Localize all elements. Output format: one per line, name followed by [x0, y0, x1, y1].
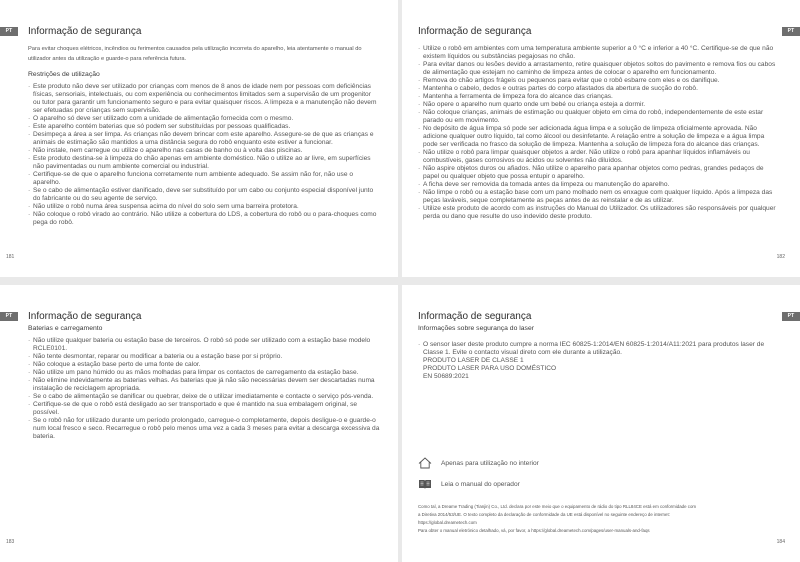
laser-compliance-text: · O sensor laser deste produto cumpre a norma IEC 60825-1:2014/EN 60825-1:2014/A11:2021 para produtos laser de Classe 1. Evite o contacto visual direto com ele durante a utilização. [418, 341, 778, 357]
page-184 [402, 285, 800, 562]
page-183 [0, 285, 398, 562]
page-title: Informação de segurança [28, 26, 142, 37]
section-heading: Restrições de utilização [28, 71, 100, 78]
section-heading: Informações sobre segurança do laser [418, 325, 534, 332]
list-item: · Não utilize qualquer bateria ou estação base de terceiros. O robô só pode ser utilizado com a estação base modelo RCLE0101. [28, 337, 380, 353]
list-item: · A ficha deve ser removida da tomada antes da limpeza ou manutenção do aparelho. [418, 181, 778, 189]
list-item: · Não opere o aparelho num quarto onde um bebé ou criança esteja a dormir. [418, 101, 778, 109]
list-item: · Utilize o robô em ambientes com uma temperatura ambiente superior a 0 °C e inferior a 40 °C. Certifique-se de que não existem líquidos ou substâncias pegajosas no chão. [418, 45, 778, 61]
footer-line: a Diretiva 2014/53/UE. O texto completo da declaração de conformidade da UE está disponível no seguinte endereço de internet: [418, 512, 670, 517]
list-item: · Não utilize o robô para limpar quaisquer objetos a arder. Não utilize o robô para apanhar líquidos inflamáveis ou combustíveis, gases corrosivos ou ácidos ou solventes não diluídos. [418, 149, 778, 165]
language-tab: PT [0, 312, 18, 321]
compliance-footer [418, 503, 784, 535]
list-item: · Este aparelho contém baterias que só podem ser substituídas por pessoas qualificadas. [28, 123, 380, 131]
language-tab: PT [0, 27, 18, 36]
footer-line: Para obter o manual eletrónico detalhado, vá, por favor, a https://global.dreametech.com/pages/user-manuals-and-faqs [418, 528, 650, 533]
list-item: · Desimpeça a área a ser limpa. As crianças não devem brincar com este aparelho. Assegure-se de que as crianças e animais de estimação são mantidos a uma distância segura do robô enquanto este estiver a funcionar. [28, 131, 380, 147]
list-item: · Para evitar danos ou lesões devido a arrastamento, retire quaisquer objetos soltos do pavimento e remova fios ou cabos de alimentação que estejam no caminho de limpeza antes de colocar o aparelho em funcionamento. [418, 61, 778, 77]
list-item: · No depósito de água limpa só pode ser adicionada água limpa e a solução de limpeza oficialmente aprovada. Não adicione qualquer outro líquido, tal como álcool ou desinfetante. A relação entre a solução de limpeza e a água limpa pode ser verificada no frasco da solução de limpeza. Mantenha a solução de limpeza fora do alcance das crianças. [418, 125, 778, 149]
intro-paragraph: Para evitar choques elétricos, incêndios ou ferimentos causados pela utilização incorreta do aparelho, leia atentamente o manual do utilizador antes da utilização e guarde-o para referência futura. [28, 46, 362, 62]
list-item: · Não limpe o robô ou a estação base com um pano molhado nem os enxague com qualquer líquido. Após a limpeza das peças laváveis, seque completamente as peças antes de as reinstalar e de as utilizar. [418, 189, 778, 205]
bullet-list [28, 337, 380, 441]
house-icon [418, 457, 432, 469]
section-heading: Baterias e carregamento [28, 325, 103, 332]
list-item: · Mantenha a ferramenta de limpeza fora do alcance das crianças. [418, 93, 778, 101]
language-tab: PT [782, 27, 800, 36]
page-title: Informação de segurança [28, 311, 142, 322]
list-item: · Certifique-se de que o robô está desligado ao ser transportado e que é mantido na sua embalagem original, se possível. [28, 401, 380, 417]
list-item: · Utilize este produto de acordo com as instruções do Manual do Utilizador. Os utilizadores são responsáveis por qualquer perda ou dano que resulte do uso indevido deste produto. [418, 205, 778, 221]
list-item: · Não coloque crianças, animais de estimação ou qualquer objeto em cima do robô, independentemente de este estar parado ou em movimento. [418, 109, 778, 125]
footer-line: Como tal, a Dreame Trading (Tianjin) Co., Ltd. declara por este meio que o equipamento de rádio do tipo RLL84CE está em conformidade com [418, 504, 697, 509]
list-item: · Não tente desmontar, reparar ou modificar a bateria ou a estação base por si próprio. [28, 353, 380, 361]
language-tab: PT [782, 312, 800, 321]
indoor-use-label: Apenas para utilização no interior [441, 459, 539, 467]
read-manual-label: Leia o manual do operador [441, 480, 520, 488]
page-number: 181 [6, 254, 15, 260]
read-manual-notice [418, 478, 520, 490]
list-item: · Não coloque a estação base perto de uma fonte de calor. [28, 361, 380, 369]
page-number: 182 [776, 254, 785, 260]
page-title: Informação de segurança [418, 26, 532, 37]
list-item: · Não instale, nem carregue ou utilize o aparelho nas casas de banho ou à volta das piscinas. [28, 147, 380, 155]
laser-class-line: PRODUTO LASER DE CLASSE 1 [423, 357, 524, 364]
page-content [418, 325, 778, 381]
list-item: · Não coloque o robô virado ao contrário. Não utilize a cobertura do LDS, a cobertura do robô ou o para-choques como pega do robô. [28, 211, 380, 227]
footer-link: https://global.dreametech.com [418, 520, 477, 525]
indoor-use-notice [418, 457, 539, 469]
laser-domestic-line: PRODUTO LASER PARA USO DOMÉSTICO [423, 365, 557, 372]
page-182 [402, 0, 800, 277]
open-book-icon [418, 478, 432, 490]
list-item: · Mantenha o cabelo, dedos e outras partes do corpo afastados da abertura de sucção do robô. [418, 85, 778, 93]
page-content [28, 325, 380, 441]
bullet-list [418, 45, 778, 221]
page-content [418, 45, 778, 221]
page-number: 184 [776, 539, 785, 545]
list-item: · Não elimine indevidamente as baterias velhas. As baterias que já não são necessárias devem ser descartadas numa instalação de reciclagem apropriada. [28, 377, 380, 393]
list-item: · Este produto destina-se à limpeza do chão apenas em ambiente doméstico. Não o utilize ao ar livre, em superfícies não pavimentadas ou num ambiente comercial ou industrial. [28, 155, 380, 171]
list-item: · Não utilize um pano húmido ou as mãos molhadas para limpar os contactos de carregamento da estação base. [28, 369, 380, 377]
page-number: 183 [6, 539, 15, 545]
list-item: · Se o robô não for utilizado durante um período prolongado, carregue-o completamente, depois desligue-o e guarde-o num local fresco e seco. Recarregue o robô pelo menos uma vez a cada 3 meses para evitar a descarga excessiva da bateria. [28, 417, 380, 441]
list-item: · Se o cabo de alimentação se danificar ou quebrar, deixe de o utilizar imediatamente e contacte o serviço pós-venda. [28, 393, 380, 401]
list-item: · Não aspire objetos duros ou afiados. Não utilize o aparelho para apanhar objetos como pedras, grandes pedaços de papel ou qualquer objeto que possa entupir o aparelho. [418, 165, 778, 181]
page-content [28, 45, 380, 227]
bullet-list [28, 83, 380, 227]
list-item: · Remova do chão artigos frágeis ou pequenos para evitar que o robô esbarre com eles e os danifique. [418, 77, 778, 85]
list-item: · O aparelho só deve ser utilizado com a unidade de alimentação fornecida com o mesmo. [28, 115, 380, 123]
list-item: · Não utilize o robô numa área suspensa acima do nível do solo sem uma barreira protetora. [28, 203, 380, 211]
page-title: Informação de segurança [418, 311, 532, 322]
list-item: · Certifique-se de que o aparelho funciona corretamente num ambiente adequado. Se assim não for, não use o aparelho. [28, 171, 380, 187]
list-item: · Se o cabo de alimentação estiver danificado, deve ser substituído por um cabo ou conjunto especial disponível junto do fabricante ou do seu agente de serviço. [28, 187, 380, 203]
list-item: · Este produto não deve ser utilizado por crianças com menos de 8 anos de idade nem por pessoas com deficiências físicas, sensoriais, intelectuais, ou com experiência ou conhecimentos limitados sem a supervisão de um progenitor ou tutor para garantir um funcionamento seguro e para evitar quaisquer riscos. A limpeza e a manutenção não devem ser efetuadas por crianças sem supervisão. [28, 83, 380, 115]
page-181 [0, 0, 398, 277]
laser-standard-line: EN 50689:2021 [423, 373, 469, 380]
